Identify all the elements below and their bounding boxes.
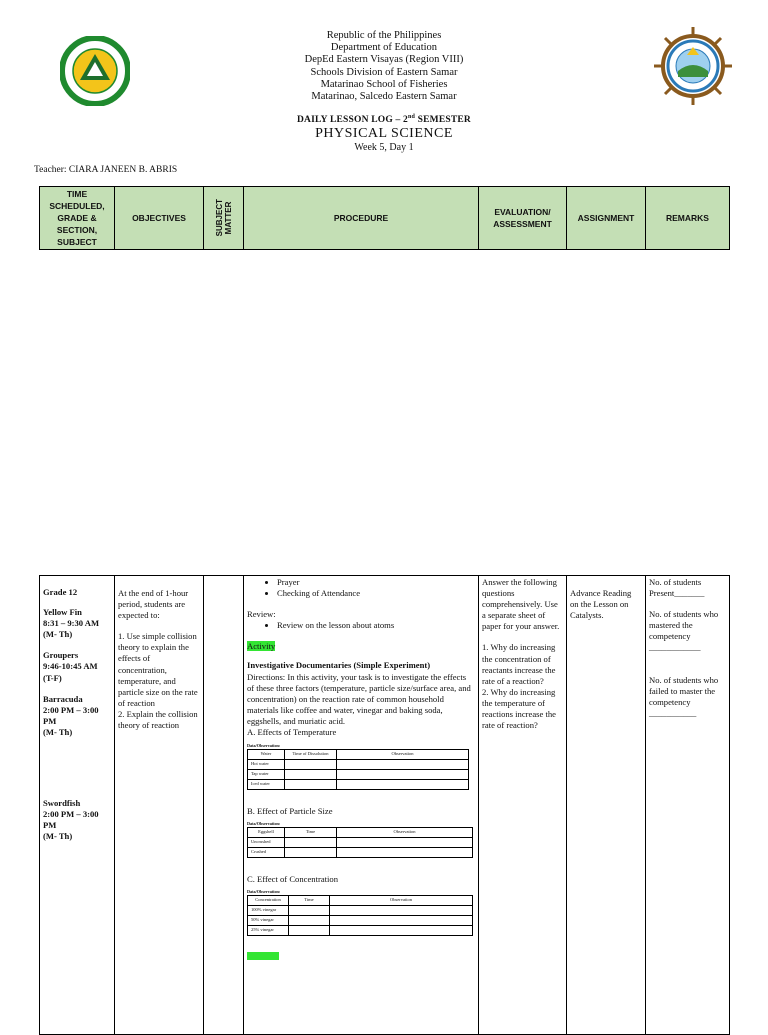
temperature-data-table: Water Time of Dissolution Observation Hot water Tap water Iced water: [247, 749, 469, 790]
section-time: 8:31 – 9:30 AM: [43, 618, 100, 629]
objectives-cell: [115, 576, 204, 1035]
assignment-text: Advance Reading on the Lesson on Catalysts.: [570, 588, 632, 621]
section-time: 2:00 PM – 3:00 PM: [43, 809, 99, 831]
header-procedure-cell: PROCEDURE: [244, 187, 479, 250]
table-caption: Data/Observation:: [247, 889, 281, 895]
activity-title: Investigative Documentaries (Simple Experiment): [247, 660, 431, 671]
remarks-failed: No. of students who failed to master the competency ___________: [649, 674, 719, 718]
objective-item: 2. Explain the collision theory of reaction: [118, 708, 198, 731]
section-name: Barracuda: [43, 693, 83, 704]
section-title: B. Effect of Particle Size: [247, 806, 333, 817]
header-line: Matarinao School of Fisheries: [320, 78, 448, 90]
grade-label: Grade 12: [43, 587, 78, 597]
list-item: • Review on the lesson about atoms: [277, 620, 475, 631]
objective-item: 1. Use simple collision theory to explain the effects of concentration, temperature, and particle size on the rate of reaction: [118, 631, 198, 708]
section-days: (T-F): [43, 672, 62, 683]
list-item: • Checking of Attendance: [277, 588, 475, 599]
highlight-marker: [247, 952, 279, 960]
review-list: [247, 620, 475, 631]
section-name: Groupers: [43, 650, 79, 661]
header-line: Matarinao, Salcedo Eastern Samar: [311, 91, 457, 103]
remarks-present: No. of students Present_______: [649, 577, 705, 599]
header-line: Department of Education: [330, 42, 438, 54]
section-name: Yellow Fin: [43, 607, 82, 618]
objectives-intro: At the end of 1-hour period, students are expected to:: [118, 588, 189, 621]
header-subject-matter-cell: SUBJECT MATTER: [204, 187, 244, 250]
evaluation-intro: Answer the following questions comprehensively. Use a separate sheet of paper for your answer.: [482, 577, 560, 632]
evaluation-cell: [479, 576, 567, 1035]
week-label: Week 5, Day 1: [354, 142, 414, 153]
table-caption: Data/Observation:: [247, 743, 281, 749]
evaluation-question: 1. Why do increasing the concentration of reactants increase the rate of a reaction?: [482, 642, 556, 686]
activity-directions: Directions: In this activity, your task is to investigate the effects of these three factors (temperature, particle size/surface area, and concentration) on the reaction rate of common household materials like coffee and water, vinegar and baking soda, eggshells, and muriatic acid.: [247, 671, 471, 726]
opening-list: [247, 577, 475, 599]
header-time-cell: TIME SCHEDULED, GRADE & SECTION, SUBJECT: [40, 187, 115, 250]
schedule-cell: [40, 576, 115, 1035]
header-line: Schools Division of Eastern Samar: [310, 66, 458, 78]
concentration-data-table: Concentration Time Observation 100% vinegar 50% vinegar 25% vinegar: [247, 895, 473, 936]
section-time: 2:00 PM – 3:00 PM: [43, 704, 99, 726]
section-days: (M- Th): [43, 831, 73, 842]
header-assignment-cell: ASSIGNMENT: [567, 187, 646, 250]
remarks-cell: [646, 576, 730, 1035]
header-remarks-cell: REMARKS: [646, 187, 730, 250]
header-line: Republic of the Philippines: [326, 30, 442, 41]
subject-matter-cell: [204, 576, 244, 1035]
section-days: (M- Th): [43, 726, 73, 737]
particle-size-data-table: Eggshell Time Observation Uncrushed Crushed: [247, 827, 473, 858]
header-objectives-cell: OBJECTIVES: [115, 187, 204, 250]
activity-label: Activity: [247, 641, 276, 652]
subject-title: PHYSICAL SCIENCE: [315, 126, 453, 141]
header-line: DepEd Eastern Visayas (Region VIII): [304, 54, 464, 66]
lesson-log-header-table: [39, 186, 730, 250]
section-days: (M- Th): [43, 629, 73, 640]
list-item: • Prayer: [277, 577, 475, 588]
procedure-cell: [244, 576, 479, 1035]
school-header: [200, 30, 568, 103]
remarks-mastered: No. of students who mastered the competency ____________: [649, 609, 719, 653]
section-name: Swordfish: [43, 798, 81, 809]
evaluation-question: 2. Why do increasing the temperature of reactions increase the rate of reaction?: [482, 686, 556, 731]
header-evaluation-cell: EVALUATION/ ASSESSMENT: [479, 187, 567, 250]
fisheries-school-seal: [652, 25, 734, 107]
assignment-cell: [567, 576, 646, 1035]
lesson-log-body-table: [39, 575, 730, 1035]
document-title: DAILY LESSON LOG – 2nd SEMESTER: [297, 114, 471, 126]
review-label: Review:: [247, 609, 276, 620]
table-caption: Data/Observation:: [247, 821, 281, 827]
schools-division-seal: [60, 36, 130, 106]
section-title: C. Effect of Concentration: [247, 874, 339, 885]
section-title: A. Effects of Temperature: [247, 727, 337, 738]
teacher-name: Teacher: CIARA JANEEN B. ABRIS: [34, 165, 178, 175]
section-time: 9:46-10:45 AM: [43, 661, 98, 672]
